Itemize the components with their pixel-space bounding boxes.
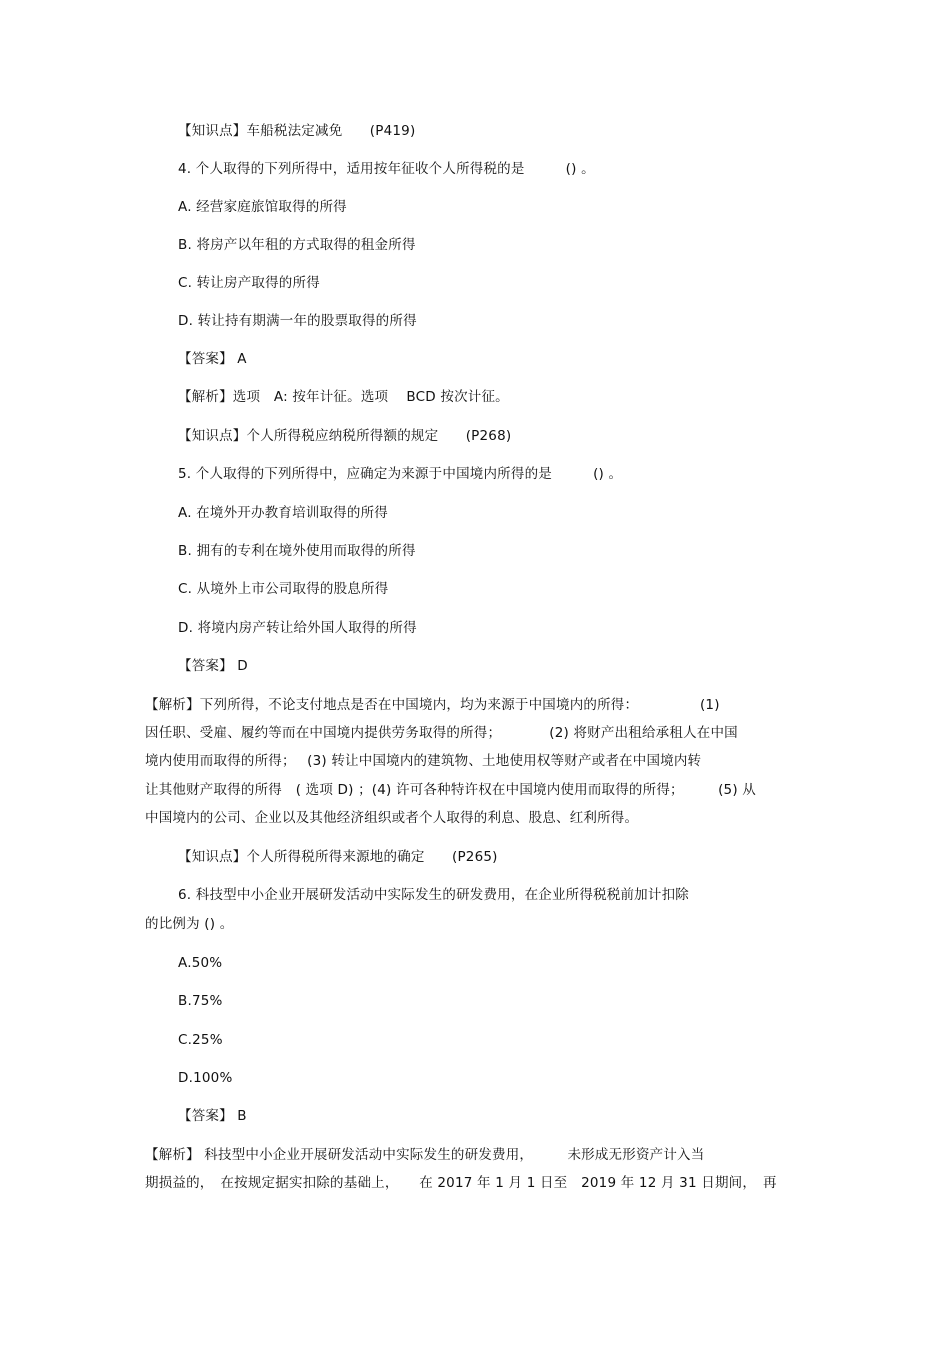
analysis-line: 让其他财产取得的所得 ( 选项 D) ；(4) 许可各种特许权在中国境内使用而取得的所得； (5) 从	[145, 782, 756, 798]
option-a: A. 经营家庭旅馆取得的所得	[178, 199, 347, 215]
option-b: B. 拥有的专利在境外使用而取得的所得	[178, 543, 416, 559]
answer-line: 【答案】 A	[178, 351, 247, 367]
question-4-stem: 4. 个人取得的下列所得中，适用按年征收个人所得税的是 () 。	[178, 161, 595, 177]
option-a: A.50%	[178, 955, 223, 971]
option-d: D. 将境内房产转让给外国人取得的所得	[178, 620, 417, 636]
option-b: B. 将房产以年租的方式取得的租金所得	[178, 237, 416, 253]
option-c: C. 从境外上市公司取得的股息所得	[178, 581, 389, 597]
knowledge-point-line: 【知识点】车船税法定减免 (P419)	[178, 123, 416, 139]
answer-line: 【答案】 D	[178, 658, 248, 674]
analysis-line: 【解析】 科技型中小企业开展研发活动中实际发生的研发费用， 未形成无形资产计入当	[145, 1147, 705, 1163]
question-5-stem: 5. 个人取得的下列所得中，应确定为来源于中国境内所得的是 () 。	[178, 466, 623, 482]
knowledge-point-line: 【知识点】个人所得税应纳税所得额的规定 (P268)	[178, 428, 512, 444]
analysis-line: 【解析】选项 A: 按年计征。选项 BCD 按次计征。	[178, 389, 509, 405]
analysis-line: 【解析】下列所得，不论支付地点是否在中国境内，均为来源于中国境内的所得： (1)	[145, 697, 720, 713]
knowledge-point-line: 【知识点】个人所得税所得来源地的确定 (P265)	[178, 849, 498, 865]
option-b: B.75%	[178, 993, 223, 1009]
analysis-line: 期损益的， 在按规定据实扣除的基础上， 在 2017 年 1 月 1 日至 2019 年 12 月 31 日期间， 再	[145, 1175, 777, 1191]
option-d: D.100%	[178, 1070, 233, 1086]
analysis-line: 中国境内的公司、企业以及其他经济组织或者个人取得的利息、股息、红利所得。	[145, 810, 639, 826]
question-6-stem: 6. 科技型中小企业开展研发活动中实际发生的研发费用，在企业所得税税前加计扣除	[178, 887, 689, 903]
option-c: C.25%	[178, 1032, 223, 1048]
option-d: D. 转让持有期满一年的股票取得的所得	[178, 313, 417, 329]
analysis-line: 境内使用而取得的所得； (3) 转让中国境内的建筑物、土地使用权等财产或者在中国境内转	[145, 753, 702, 769]
option-a: A. 在境外开办教育培训取得的所得	[178, 505, 388, 521]
analysis-line: 因任职、受雇、履约等而在中国境内提供劳务取得的所得； (2) 将财产出租给承租人在中国	[145, 725, 738, 741]
option-c: C. 转让房产取得的所得	[178, 275, 320, 291]
question-6-stem-cont: 的比例为 () 。	[145, 916, 234, 932]
answer-line: 【答案】 B	[178, 1108, 247, 1124]
